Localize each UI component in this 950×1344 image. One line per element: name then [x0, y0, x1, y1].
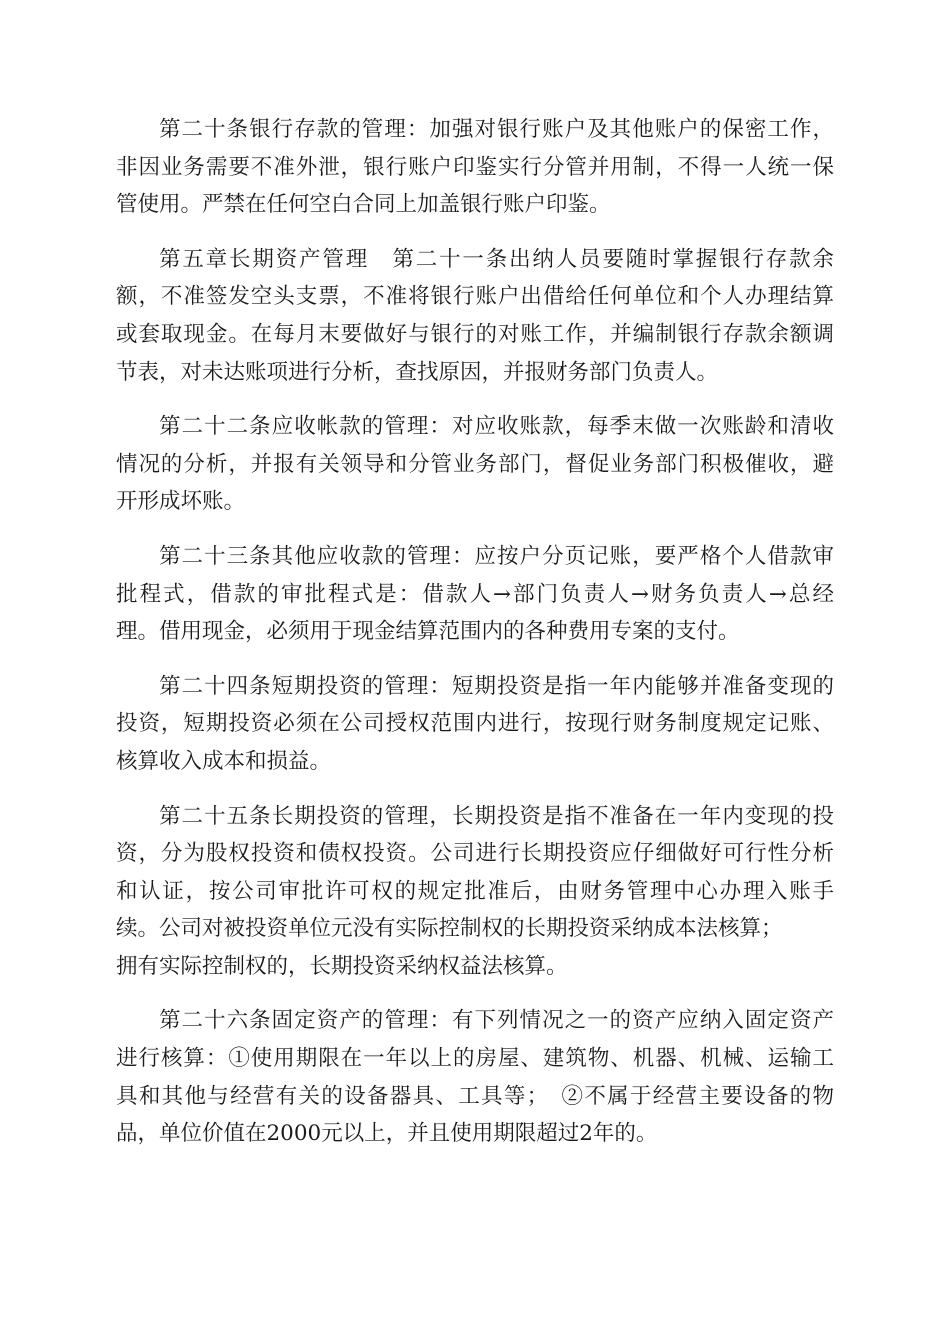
paragraph-article-25 — [116, 798, 834, 986]
text-line: 第二十六条固定资产的管理：有下列情况之一的资产应纳入固定资产 — [159, 1008, 834, 1034]
paragraph-article-23 — [116, 538, 834, 651]
text-line: 核算收入成本和损益。 — [116, 748, 332, 774]
paragraph-article-22 — [116, 408, 834, 521]
text-line: 第二十三条其他应收款的管理：应按户分页记账，要严格个人借款审 — [159, 543, 834, 569]
text-line: 开形成坏账。 — [116, 489, 246, 515]
text-line: 第二十二条应收帐款的管理：对应收账款，每季末做一次账龄和清收 — [159, 414, 834, 440]
text-line: 品，单位价值在2000元以上，并且使用期限超过2年的。 — [116, 1121, 658, 1147]
text-line: 第五章长期资产管理 第二十一条出纳人员要随时掌握银行存款余 — [159, 246, 834, 272]
text-line: 续。公司对被投资单位元没有实际控制权的长期投资采纳成本法核算； — [116, 916, 783, 942]
text-line: 具和其他与经营有关的设备器具、工具等； ②不属于经营主要设备的物 — [116, 1083, 834, 1109]
document-body — [116, 111, 834, 1170]
text-line: 资，分为股权投资和债权投资。公司进行长期投资应仔细做好可行性分析 — [116, 841, 834, 867]
text-line: 第二十四条短期投资的管理：短期投资是指一年内能够并准备变现的 — [159, 673, 834, 699]
text-line: 第二十五条长期投资的管理，长期投资是指不准备在一年内变现的投 — [159, 803, 834, 829]
text-line: 拥有实际控制权的，长期投资采纳权益法核算。 — [116, 953, 568, 979]
text-line: 管使用。严禁在任何空白合同上加盖银行账户印鉴。 — [116, 192, 611, 218]
text-line: 进行核算：①使用期限在一年以上的房屋、建筑物、机器、机械、运输工 — [116, 1046, 834, 1072]
text-line: 额，不准签发空头支票，不准将银行账户出借给任何单位和个人办理结算 — [116, 284, 834, 310]
paragraph-article-24 — [116, 668, 834, 781]
text-line: 节表，对未达账项进行分析，查找原因，并报财务部门负责人。 — [116, 359, 719, 385]
text-line: 第二十条银行存款的管理：加强对银行账户及其他账户的保密工作， — [159, 117, 834, 142]
paragraph-chapter-5-article-21 — [116, 241, 834, 391]
text-line: 和认证，按公司审批许可权的规定批准后，由财务管理中心办理入账手 — [116, 878, 834, 904]
text-line: 理。借用现金，必须用于现金结算范围内的各种费用专案的支付。 — [116, 619, 740, 645]
text-line: 或套取现金。在每月末要做好与银行的对账工作，并编制银行存款余额调 — [116, 321, 834, 347]
paragraph-article-20 — [116, 111, 834, 224]
text-line: 批程式，借款的审批程式是：借款人→部门负责人→财务负责人→总经 — [116, 581, 834, 607]
paragraph-article-26 — [116, 1002, 834, 1152]
text-line: 非因业务需要不准外泄，银行账户印鉴实行分管并用制，不得一人统一保 — [116, 154, 834, 180]
text-line: 投资，短期投资必须在公司授权范围内进行，按现行财务制度规定记账、 — [116, 711, 834, 737]
text-line: 情况的分析，并报有关领导和分管业务部门，督促业务部门积极催收，避 — [116, 451, 834, 477]
